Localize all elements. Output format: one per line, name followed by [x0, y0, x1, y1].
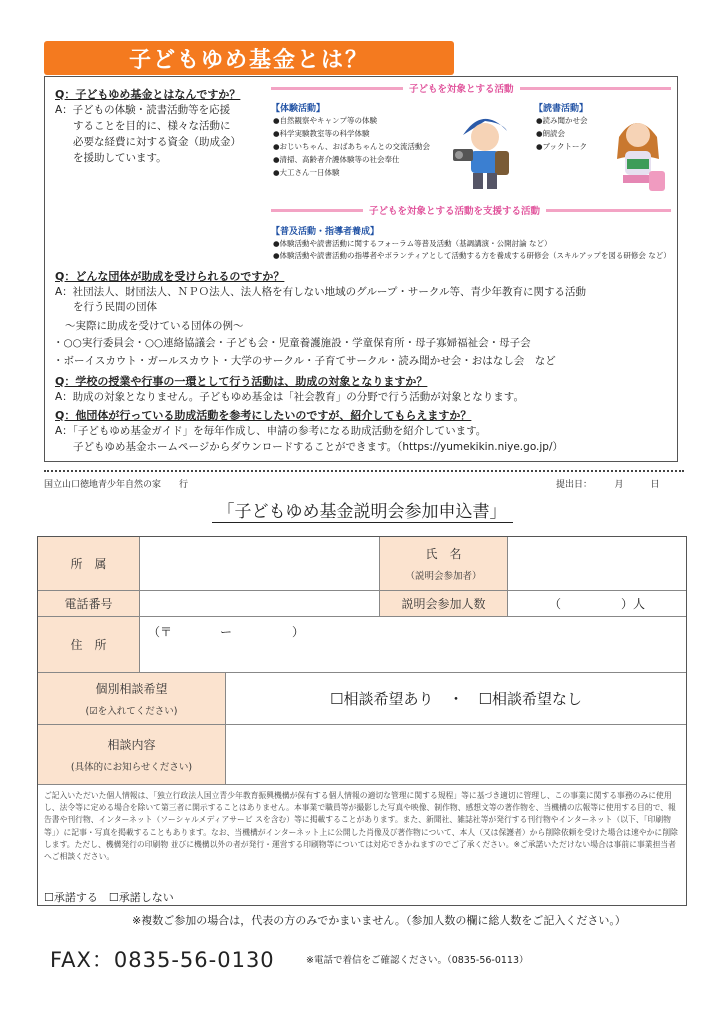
address-label	[38, 617, 140, 673]
dokusho-item-1: ●読み聞かせ会	[536, 116, 588, 125]
form-title-text: 「子どもゆめ基金説明会参加申込書」	[212, 502, 513, 523]
consult-content-label	[38, 725, 226, 785]
answer-2-line-2: を行う民間の団体	[73, 301, 157, 313]
fax-number: FAX：0835-56-0130	[50, 948, 275, 972]
answer-4-line-1: A：「子どもゆめ基金ガイド」を毎年作成し、申請の参考になる助成活動を紹介しています。	[55, 425, 487, 437]
dokusho-item-3: ●ブックトーク	[536, 142, 588, 151]
affiliation-label-text: 所 属	[70, 557, 107, 571]
answer-2-line-4: ・○○実行委員会・○○連絡協議会・子ども会・児童養護施設・学童保育所・母子寡婦福祉会・母子会	[53, 337, 531, 349]
answer-1-line-2: することを目的に、様々な活動に	[73, 120, 231, 132]
info-box	[44, 76, 678, 462]
phone-field[interactable]	[140, 591, 380, 617]
affiliation-label	[38, 537, 140, 591]
submission-date: 提出日： 月 日	[556, 480, 660, 490]
phone-label-text: 電話番号	[64, 597, 113, 611]
phone-label	[38, 591, 140, 617]
participants-label-text: 説明会参加人数	[401, 597, 486, 611]
consult-options[interactable]	[226, 673, 686, 725]
question-1: Q：子どもゆめ基金とはなんですか？	[55, 88, 241, 101]
answer-1-line-4: を援助しています。	[73, 152, 167, 164]
name-label-sub: （説明会参加者）	[405, 571, 482, 582]
name-label	[380, 537, 508, 591]
fukyu-item-2: ●体験活動や読書活動の指導者やボランティアとして活動する方を養成する研修会（スキルアップを図る研修会 など）	[273, 251, 671, 260]
girl-reading-illustration	[605, 111, 671, 197]
participants-field[interactable]	[508, 591, 686, 617]
cut-line	[44, 470, 684, 472]
address-field[interactable]	[140, 617, 686, 673]
consult-label-sub: (☑を入れてください)	[85, 706, 178, 717]
taiken-item-5: ●大工さん一日体験	[273, 168, 340, 177]
answer-2-line-5: ・ボーイスカウト・ガールスカウト・大学のサークル・子育てサークル・読み聞かせ会・おはなし会 など	[53, 355, 556, 367]
answer-2-line-3: ～実際に助成を受けている団体の例～	[65, 320, 244, 332]
participants-value: （ ）人	[548, 597, 645, 611]
dokusho-heading: 【読書活動】	[534, 104, 589, 114]
name-label-text: 氏 名	[425, 547, 462, 561]
taiken-item-1: ●自然観察やキャンプ等の体験	[273, 116, 378, 125]
consent-options[interactable]: ☐承諾する ☐承諾しない	[44, 891, 174, 904]
taiken-item-3: ●おじいちゃん、おばあちゃんとの交流活動会	[273, 142, 430, 151]
consult-content-field[interactable]	[226, 725, 686, 785]
section-1-title: 子どもを対象とする活動	[403, 81, 520, 95]
consult-label-text: 個別相談希望	[95, 682, 168, 696]
privacy-notice: ご記入いただいた個人情報は、「独立行政法人国立青少年教育振興機構が保有する個人情報の適切な管理に関する規程」等に基づき適切に管理し、この事業に関する事務のみに使用し、法令等に定める場合を除いて第三者に開示することはありません。本事業で職員等が撮影した写真や映像、制作物、感想文等の著作物を、当機構の広報等に使用する目的で、報告書や刊行物、インターネット（ソーシャルメディアサービ スを含む）等に掲載することがあります。また、新聞社、雑誌社等が発行する刊行物やインターネット（以下、「印刷物等」）に記事・写真を掲載することもあります。なお、当機構がインターネット上に公開した肖像及び著作物について、本人（又は保護者）から削除依頼を受けた場合は速やかに削除します。ただし、機構発行の印刷物 並びに機構以外の者が発行・運営する印刷物等については対応できかねますのでご了承ください。※ご承諾いただけない場合は事前に事業担当者へご相談ください。	[44, 791, 678, 862]
postal-code-field: （〒 ー ）	[148, 625, 305, 639]
consult-content-label-text: 相談内容	[107, 738, 156, 752]
name-field[interactable]	[508, 537, 686, 591]
boy-camera-illustration	[443, 105, 525, 191]
answer-1-line-3: 必要な経費に対する資金（助成金）	[73, 136, 241, 148]
dokusho-item-2: ●朗読会	[536, 129, 566, 138]
answer-2-line-1: A：社団法人、財団法人、ＮＰＯ法人、法人格を有しない地域のグループ・サークル等、青少年教育に関する活動	[55, 286, 587, 298]
taiken-item-2: ●科学実験教室等の科学体験	[273, 129, 370, 138]
question-4: Q：他団体が行っている助成活動を参考にしたいのですが、紹介してもらえますか？	[55, 409, 472, 422]
affiliation-field[interactable]	[140, 537, 380, 591]
fax-note: ※電話で着信をご確認ください。（0835-56-0113）	[306, 955, 529, 966]
fukyu-heading: 【普及活動・指導者養成】	[271, 227, 380, 237]
recipient: 国立山口徳地青少年自然の家 行	[44, 480, 189, 490]
question-3: Q：学校の授業や行事の一環として行う活動は、助成の対象となりますか？	[55, 375, 428, 388]
page-title-banner: 子どもゆめ基金とは？	[44, 41, 454, 75]
multiple-participants-note: ※複数ご参加の場合は，代表の方のみでかまいません。（参加人数の欄に総人数をご記入ください。）	[132, 914, 626, 927]
section-2-title: 子どもを対象とする活動を支援する活動	[363, 203, 546, 217]
taiken-heading: 【体験活動】	[271, 104, 326, 114]
answer-1-line-1: A：子どもの体験・読書活動等を応援	[55, 104, 231, 116]
consult-options-text: ☐相談希望あり ・ ☐相談希望なし	[330, 690, 582, 708]
consult-content-label-sub: (具体的にお知らせください)	[70, 762, 193, 773]
question-2: Q：どんな団体が助成を受けられるのですか？	[55, 270, 285, 283]
participants-label	[380, 591, 508, 617]
form-title	[0, 497, 724, 522]
answer-3-line-1: A：助成の対象となりません。子どもゆめ基金は「社会教育」の分野で行う活動が対象となります。	[55, 391, 524, 403]
address-label-text: 住 所	[70, 638, 107, 652]
taiken-item-4: ●清掃、高齢者介護体験等の社会奉仕	[273, 155, 400, 164]
consult-label	[38, 673, 226, 725]
application-form	[37, 536, 687, 906]
fukyu-item-1: ●体験活動や読書活動に関するフォーラム等普及活動（基調講演・公開討論 など）	[273, 239, 552, 248]
answer-4-line-2: 子どもゆめ基金ホームページからダウンロードすることができます。（https://yumekikin.niye.go.jp/）	[73, 441, 564, 453]
